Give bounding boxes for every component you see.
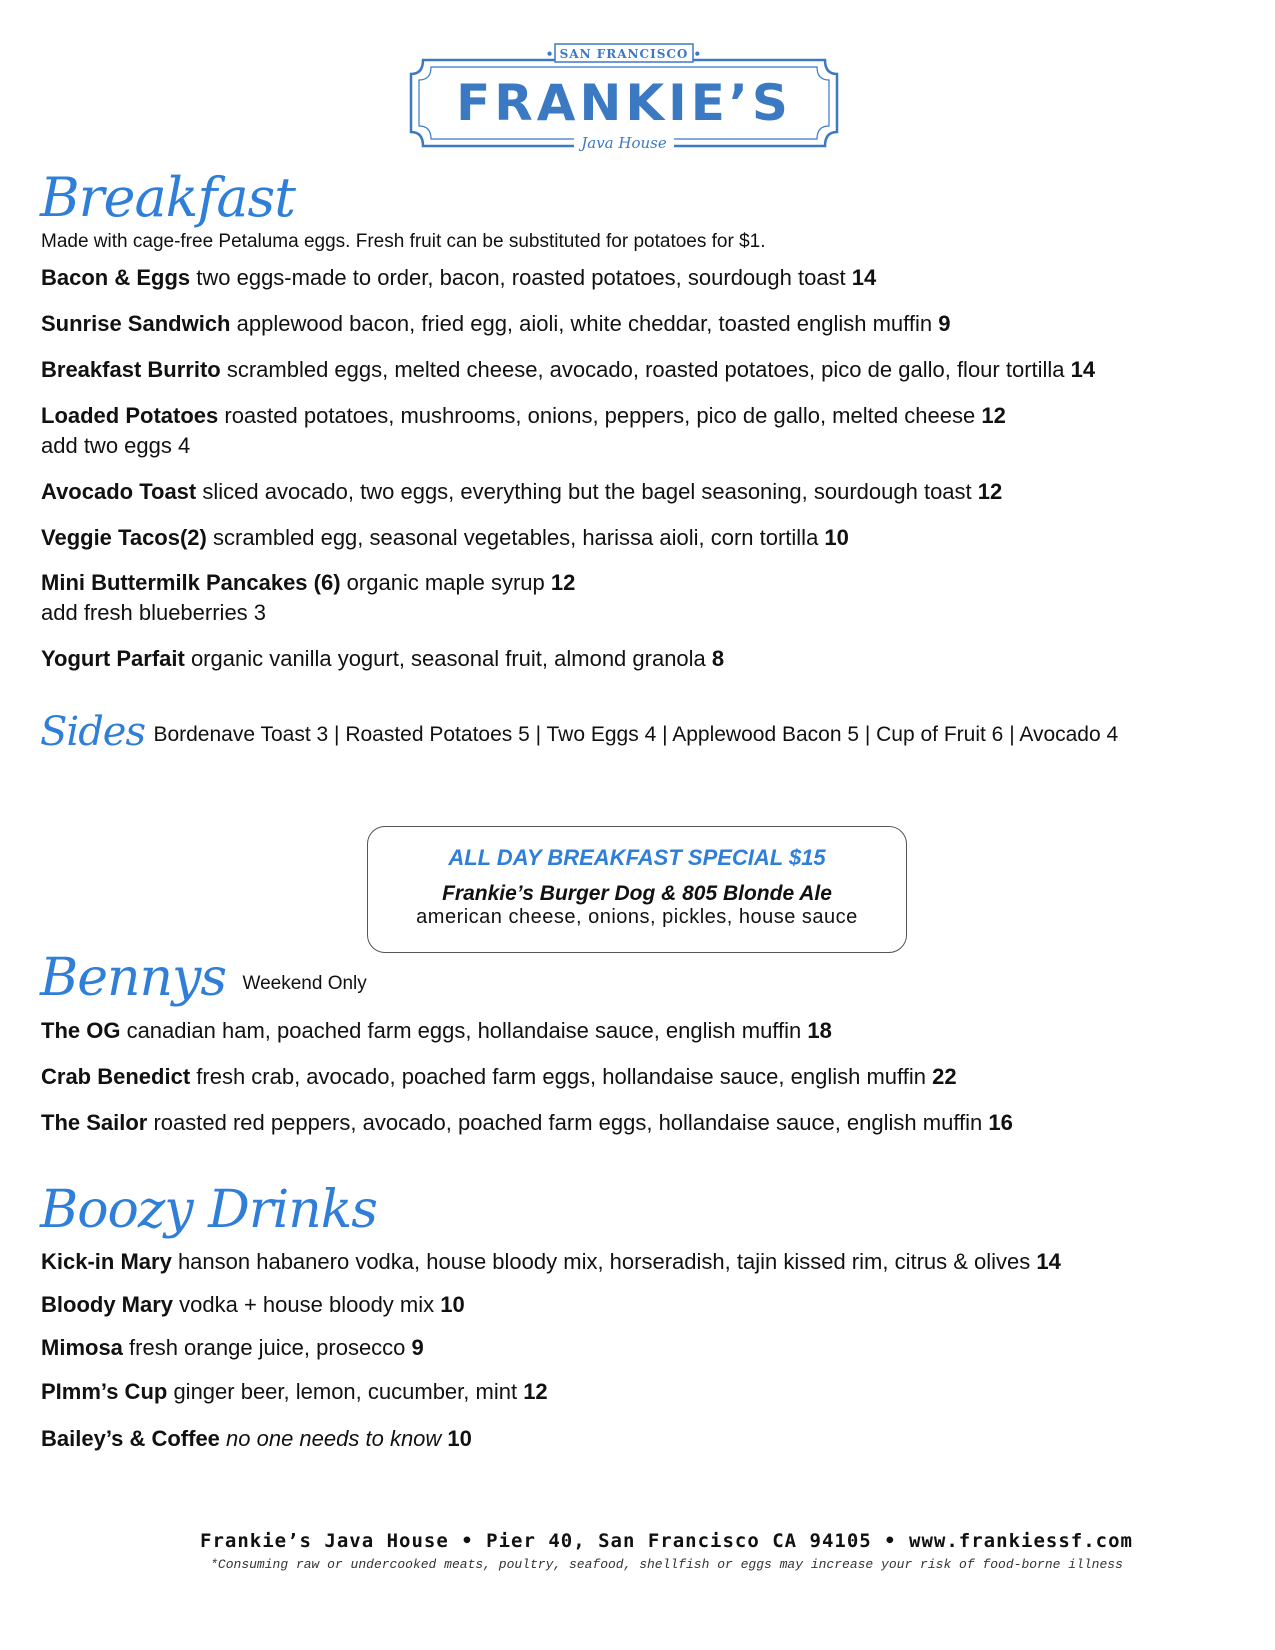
- frankies-logo: [409, 40, 839, 162]
- sides-heading: Sides: [40, 709, 145, 755]
- item-price: 8: [711, 646, 725, 671]
- item-name: Avocado Toast: [41, 479, 197, 504]
- item-name: Sunrise Sandwich: [41, 311, 231, 336]
- menu-item: [41, 1108, 1013, 1138]
- menu-item: [41, 309, 1095, 339]
- boozy-drinks-heading: Boozy Drinks: [40, 1180, 377, 1240]
- item-name: The OG: [41, 1018, 121, 1043]
- menu-item: [41, 568, 1095, 628]
- breakfast-heading: Breakfast: [40, 166, 295, 229]
- menu-item: [41, 644, 1095, 674]
- item-name: Yogurt Parfait: [41, 646, 185, 671]
- menu-item: [41, 1424, 1061, 1454]
- item-price: 12: [523, 1379, 548, 1404]
- item-description: canadian ham, poached farm eggs, hollandaise sauce, english muffin: [120, 1018, 808, 1043]
- menu-item: [41, 1062, 1013, 1092]
- item-description: ginger beer, lemon, cucumber, mint: [167, 1379, 524, 1404]
- breakfast-special-box: [367, 826, 907, 953]
- item-price: 14: [851, 265, 877, 290]
- breakfast-items-list: [41, 263, 1095, 690]
- item-name: Mimosa: [41, 1335, 123, 1360]
- item-name: Bacon & Eggs: [41, 265, 191, 290]
- item-price: 12: [550, 570, 576, 595]
- item-name: Kick-in Mary: [41, 1249, 172, 1274]
- item-addon: add two eggs 4: [41, 433, 191, 458]
- item-price: 16: [988, 1110, 1013, 1135]
- logo-top-text: • SAN FRANCISCO •: [545, 47, 703, 61]
- menu-item: [41, 355, 1095, 385]
- item-name: Veggie Tacos(2): [41, 525, 207, 550]
- bennys-items-list: [41, 1016, 1013, 1154]
- item-price: 10: [447, 1426, 472, 1451]
- item-price: 18: [807, 1018, 832, 1043]
- item-price: 14: [1070, 357, 1096, 382]
- item-description: roasted potatoes, mushrooms, onions, peppers, pico de gallo, melted cheese: [218, 403, 982, 428]
- item-description: scrambled eggs, melted cheese, avocado, roasted potatoes, pico de gallo, flour tortilla: [220, 357, 1071, 382]
- item-price: 9: [938, 311, 951, 336]
- menu-item: [41, 523, 1095, 553]
- item-name: PImm’s Cup: [41, 1379, 168, 1404]
- footer-disclaimer: *Consuming raw or undercooked meats, poultry, seafood, shellfish or eggs may increase your risk of food-borne illness: [210, 1557, 1123, 1572]
- item-description: scrambled egg, seasonal vegetables, harissa aioli, corn tortilla: [206, 525, 825, 550]
- sides-row: [40, 709, 1118, 755]
- item-description: fresh orange juice, prosecco: [122, 1335, 412, 1360]
- item-addon: add fresh blueberries 3: [41, 600, 267, 625]
- bennys-header: [40, 948, 367, 1008]
- item-name: The Sailor: [41, 1110, 148, 1135]
- item-price: 12: [981, 403, 1006, 428]
- item-description: vodka + house bloody mix: [173, 1292, 441, 1317]
- logo-name-text: FRANKIE’S: [456, 74, 792, 132]
- item-name: Crab Benedict: [41, 1064, 191, 1089]
- menu-item: [41, 1333, 1061, 1363]
- sides-list: Bordenave Toast 3 | Roasted Potatoes 5 | Two Eggs 4 | Applewood Bacon 5 | Cup of Fruit 6 | Avocado 4: [153, 723, 1119, 746]
- special-description: american cheese, onions, pickles, house sauce: [416, 906, 858, 928]
- item-description: fresh crab, avocado, poached farm eggs, hollandaise sauce, english muffin: [190, 1064, 933, 1089]
- item-description: organic maple syrup: [340, 570, 551, 595]
- item-description: roasted red peppers, avocado, poached farm eggs, hollandaise sauce, english muffin: [147, 1110, 989, 1135]
- item-price: 14: [1036, 1249, 1061, 1274]
- special-heading: ALL DAY BREAKFAST SPECIAL $15: [448, 845, 826, 870]
- breakfast-intro: Made with cage-free Petaluma eggs. Fresh fruit can be substituted for potatoes for $1.: [41, 231, 766, 252]
- logo-sub-text: Java House: [581, 134, 667, 152]
- item-description: organic vanilla yogurt, seasonal fruit, almond granola: [184, 646, 712, 671]
- bennys-heading: Bennys: [40, 948, 227, 1008]
- drinks-items-list: [41, 1247, 1061, 1454]
- item-description: hanson habanero vodka, house bloody mix, horseradish, tajin kissed rim, citrus & olives: [171, 1249, 1037, 1274]
- item-description: no one needs to know: [219, 1426, 448, 1451]
- item-price: 10: [824, 525, 849, 550]
- menu-item: [41, 401, 1095, 461]
- menu-item: [41, 1290, 1061, 1320]
- item-price: 22: [932, 1064, 957, 1089]
- special-name: Frankie’s Burger Dog & 805 Blonde Ale: [442, 882, 832, 905]
- item-name: Bailey’s & Coffee: [41, 1426, 220, 1451]
- item-description: applewood bacon, fried egg, aioli, white cheddar, toasted english muffin: [230, 311, 939, 336]
- item-description: sliced avocado, two eggs, everything but the bagel seasoning, sourdough toast: [196, 479, 978, 504]
- item-name: Loaded Potatoes: [41, 403, 219, 428]
- item-price: 9: [411, 1335, 424, 1360]
- footer-address: Frankie’s Java House • Pier 40, San Francisco CA 94105 • www.frankiessf.com: [200, 1530, 1133, 1552]
- item-name: Bloody Mary: [41, 1292, 174, 1317]
- menu-item: [41, 1377, 1061, 1407]
- item-price: 10: [440, 1292, 465, 1317]
- item-name: Mini Buttermilk Pancakes (6): [41, 570, 341, 595]
- item-price: 12: [977, 479, 1003, 504]
- menu-item: [41, 263, 1095, 293]
- item-name: Breakfast Burrito: [41, 357, 221, 382]
- menu-item: [41, 1016, 1013, 1046]
- menu-item: [41, 1247, 1061, 1277]
- item-description: two eggs-made to order, bacon, roasted potatoes, sourdough toast: [190, 265, 852, 290]
- menu-item: [41, 477, 1095, 507]
- bennys-note: Weekend Only: [242, 973, 367, 994]
